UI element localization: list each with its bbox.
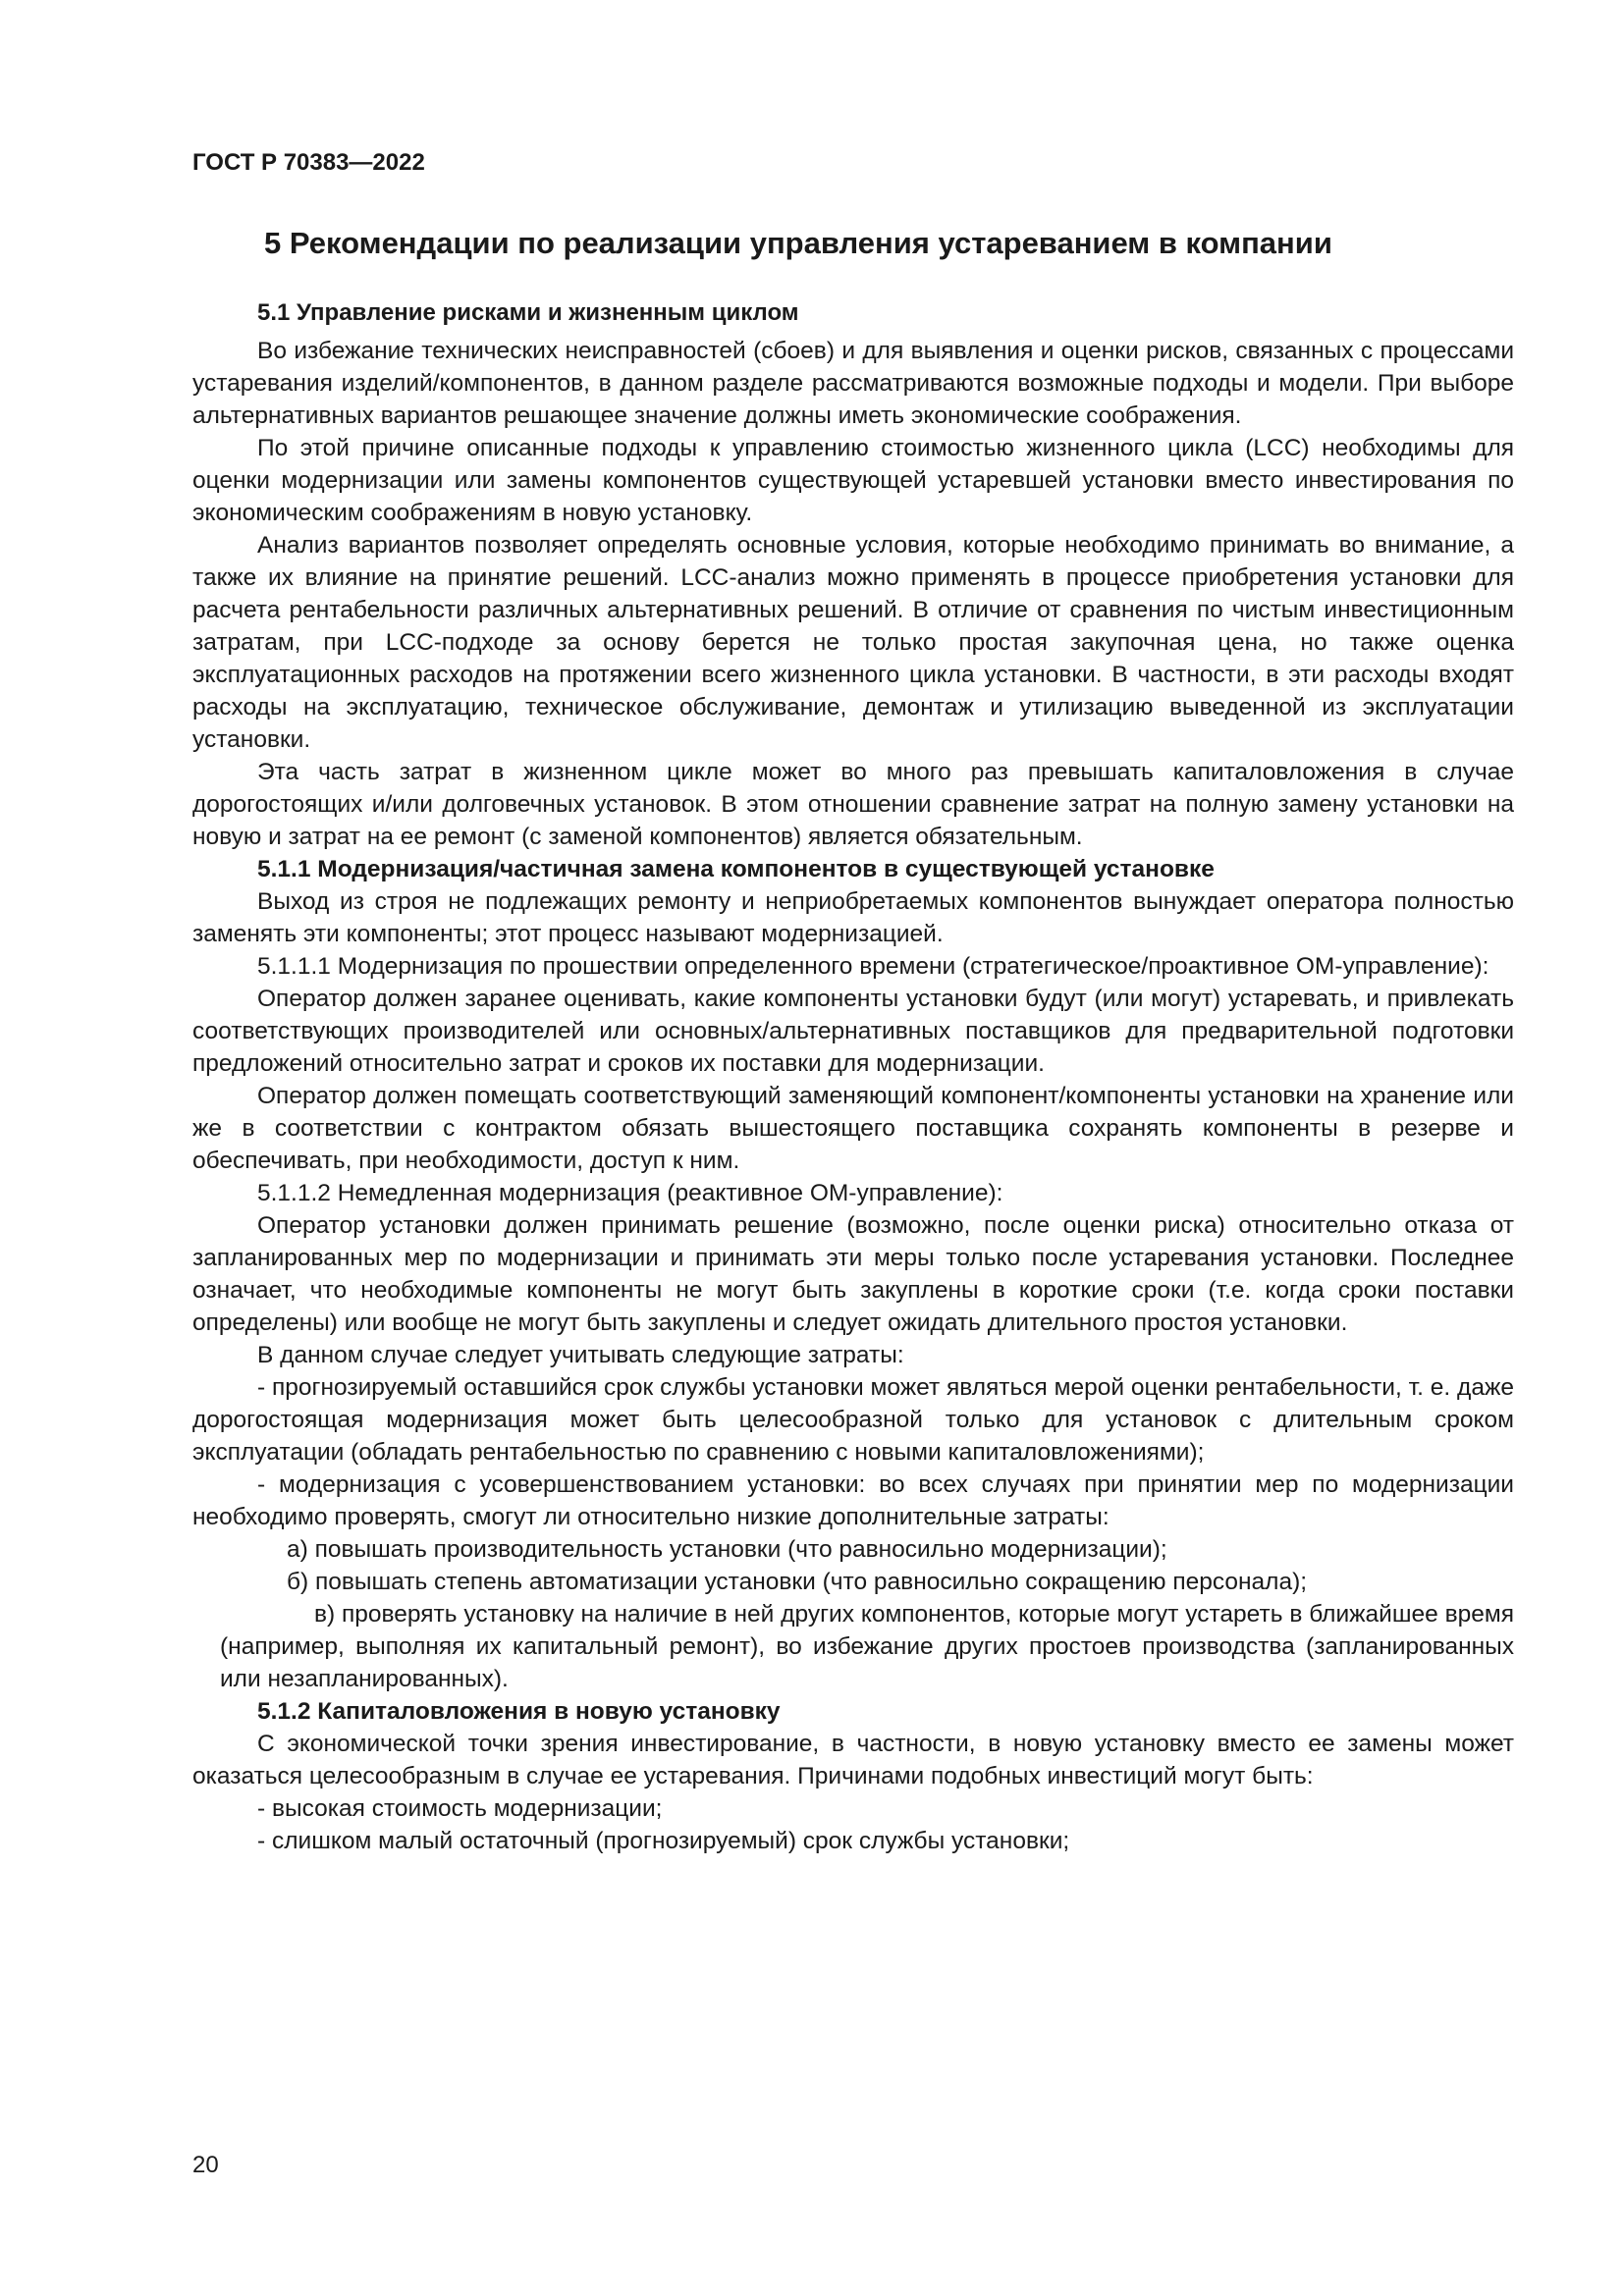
paragraph: Анализ вариантов позволяет определять основные условия, которые необходимо принимать во внимание, а также их влияние на принятие решений. LCC-анализ можно применять в процессе приобретения установки для расчета рентабельности различных альтернативных решений. В отличие от сравнения по чистым инвестиционным затратам, при LCC-подходе за основу берется не только простая закупочная цена, но также оценка эксплуатационных расходов на протяжении всего жизненного цикла установки. В частности, в эти расходы входят расходы на эксплуатацию, техническое обслуживание, демонтаж и утилизацию выведенной из эксплуатации установки. — [192, 532, 1514, 753]
section-title: 5 Рекомендации по реализации управления устареванием в компании — [264, 226, 1332, 260]
dash-list-item: - прогнозируемый оставшийся срок службы установки может являться мерой оценки рентабельности, т. е. даже дорогостоящая модернизация может быть целесообразной только для установок с длительным сроком эксплуатации (обладать рентабельностью по сравнению с новыми капиталовложениями); — [192, 1374, 1514, 1466]
lettered-list-item: а) повышать производительность установки (что равносильно модернизации); — [287, 1536, 1167, 1563]
page-number: 20 — [192, 2152, 219, 2178]
lettered-list-item: в) проверять установку на наличие в ней других компонентов, которые могут устареть в ближайшее время (например, выполняя их капитальный ремонт), во избежание других простоев производства (запланированных или незапланированных). — [220, 1601, 1514, 1692]
dash-list-item: - слишком малый остаточный (прогнозируемый) срок службы установки; — [257, 1828, 1070, 1854]
page-content — [192, 224, 1514, 1857]
subsection-title: 5.1 Управление рисками и жизненным циклом — [257, 299, 799, 326]
clause-5-1-1-1: 5.1.1.1 Модернизация по прошествии определенного времени (стратегическое/проактивное ОМ-управление): — [257, 953, 1489, 980]
paragraph: С экономической точки зрения инвестирование, в частности, в новую установку вместо ее замены может оказаться целесообразным в случае ее устаревания. Причинами подобных инвестиций могут быть: — [192, 1731, 1514, 1789]
dash-list-item: - высокая стоимость модернизации; — [257, 1795, 663, 1822]
document-code: ГОСТ Р 70383—2022 — [192, 149, 425, 176]
paragraph: Эта часть затрат в жизненном цикле может во много раз превышать капиталовложения в случае дорогостоящих и/или долговечных установок. В этом отношении сравнение затрат на полную замену установки на новую и затрат на ее ремонт (с заменой компонентов) является обязательным. — [192, 759, 1514, 850]
clause-heading-5-1-1: 5.1.1 Модернизация/частичная замена компонентов в существующей установке — [257, 856, 1215, 882]
lettered-list-item: б) повышать степень автоматизации установки (что равносильно сокращению персонала); — [287, 1569, 1308, 1595]
paragraph: Оператор должен помещать соответствующий заменяющий компонент/компоненты установки на хранение или же в соответствии с контрактом обязать вышестоящего поставщика сохранять компоненты в резерве и обеспечивать, при необходимости, доступ к ним. — [192, 1083, 1514, 1174]
clause-heading-5-1-2: 5.1.2 Капиталовложения в новую установку — [257, 1698, 781, 1725]
paragraph: Оператор установки должен принимать решение (возможно, после оценки риска) относительно отказа от запланированных мер по модернизации и принимать эти меры только после устаревания установки. Последнее означает, что необходимые компоненты не могут быть закуплены в короткие сроки (т.е. когда сроки поставки определены) или вообще не могут быть закуплены и следует ожидать длительного простоя установки. — [192, 1212, 1514, 1336]
dash-list-item: - модернизация с усовершенствованием установки: во всех случаях при принятии мер по модернизации необходимо проверять, смогут ли относительно низкие дополнительные затраты: — [192, 1471, 1514, 1530]
clause-5-1-1-2: 5.1.1.2 Немедленная модернизация (реактивное ОМ-управление): — [257, 1180, 1003, 1206]
paragraph: Во избежание технических неисправностей (сбоев) и для выявления и оценки рисков, связанных с процессами устаревания изделий/компонентов, в данном разделе рассматриваются возможные подходы и модели. При выборе альтернативных вариантов решающее значение должны иметь экономические соображения. — [192, 338, 1514, 429]
paragraph: Выход из строя не подлежащих ремонту и неприобретаемых компонентов вынуждает оператора полностью заменять эти компоненты; этот процесс называют модернизацией. — [192, 888, 1514, 947]
paragraph: По этой причине описанные подходы к управлению стоимостью жизненного цикла (LCC) необходимы для оценки модернизации или замены компонентов существующей устаревшей установки вместо инвестирования по экономическим соображениям в новую установку. — [192, 435, 1514, 526]
paragraph: Оператор должен заранее оценивать, какие компоненты установки будут (или могут) устаревать, и привлекать соответствующих производителей или основных/альтернативных поставщиков для предварительной подготовки предложений относительно затрат и сроков их поставки для модернизации. — [192, 986, 1514, 1077]
paragraph: В данном случае следует учитывать следующие затраты: — [257, 1342, 904, 1368]
